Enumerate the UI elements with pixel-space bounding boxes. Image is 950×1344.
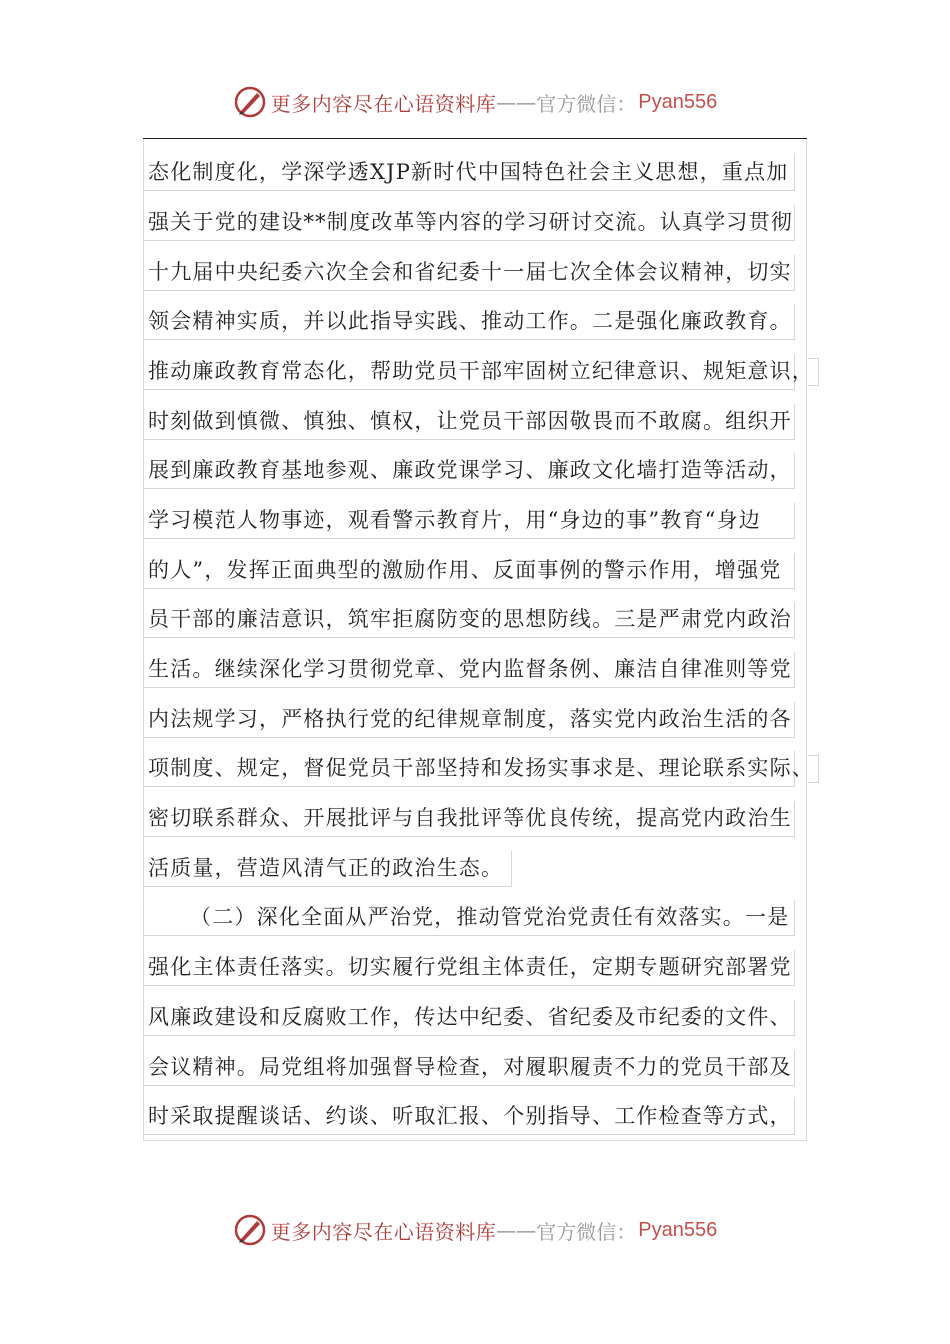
text-line: 推动廉政教育常态化，帮助党员干部牢固树立纪律意识、规矩意识，	[143, 354, 795, 390]
text-line: 强关于党的建设**制度改革等内容的学习研讨交流。认真学习贯彻	[143, 205, 795, 241]
text-line: 会议精神。局党组将加强督导检查，对履职履责不力的党员干部及	[143, 1050, 795, 1086]
pen-logo-icon	[233, 1213, 267, 1247]
banner-separator: ——	[496, 90, 537, 114]
line-overflow-mark	[808, 755, 819, 783]
banner-title: 更多内容尽在心语资料库	[270, 1219, 497, 1244]
text-line: 学习模范人物事迹，观看警示教育片，用“身边的事”教育“身边	[143, 503, 795, 539]
text-line: 生活。继续深化学习贯彻党章、党内监督条例、廉洁自律准则等党	[143, 652, 795, 688]
pen-logo-icon	[233, 85, 267, 119]
header-banner	[0, 82, 950, 122]
banner-wechat-id: Pyan556	[638, 1218, 718, 1241]
text-line: 员干部的廉洁意识，筑牢拒腐防变的思想防线。三是严肃党内政治	[143, 602, 795, 638]
footer-banner	[0, 1210, 950, 1250]
text-line: 的人”，发挥正面典型的激励作用、反面事例的警示作用，增强党	[143, 553, 795, 589]
text-line: 态化制度化，学深学透XJP新时代中国特色社会主义思想，重点加	[143, 155, 795, 191]
banner-title: 更多内容尽在心语资料库	[270, 91, 497, 116]
text-line: 内法规学习，严格执行党的纪律规章制度，落实党内政治生活的各	[143, 702, 795, 738]
text-line: 活质量，营造风清气正的政治生态。	[143, 851, 512, 887]
text-line: 强化主体责任落实。切实履行党组主体责任，定期专题研究部署党	[143, 950, 795, 986]
text-line: 项制度、规定，督促党员干部坚持和发扬实事求是、理论联系实际、	[143, 751, 795, 787]
banner-wechat-label: 官方微信：	[536, 1219, 637, 1244]
text-line: 领会精神实质，并以此指导实践、推动工作。二是强化廉政教育。	[143, 304, 795, 340]
text-line: 时采取提醒谈话、约谈、听取汇报、个别指导、工作检查等方式，	[143, 1099, 795, 1135]
text-line: 展到廉政教育基地参观、廉政党课学习、廉政文化墙打造等活动，	[143, 453, 795, 489]
paragraph-heading-line: （二）深化全面从严治党，推动管党治党责任有效落实。一是	[143, 900, 795, 936]
text-line: 风廉政建设和反腐败工作，传达中纪委、省纪委及市纪委的文件、	[143, 1000, 795, 1036]
text-line: 密切联系群众、开展批评与自我批评等优良传统，提高党内政治生	[143, 801, 795, 837]
text-line: 十九届中央纪委六次全会和省纪委十一届七次全体会议精神，切实	[143, 255, 795, 291]
banner-wechat-label: 官方微信：	[536, 91, 637, 116]
text-line: 时刻做到慎微、慎独、慎权，让党员干部因敬畏而不敢腐。组织开	[143, 404, 795, 440]
line-overflow-mark	[808, 358, 819, 386]
banner-separator: ——	[496, 1218, 537, 1242]
banner-wechat-id: Pyan556	[638, 90, 718, 113]
